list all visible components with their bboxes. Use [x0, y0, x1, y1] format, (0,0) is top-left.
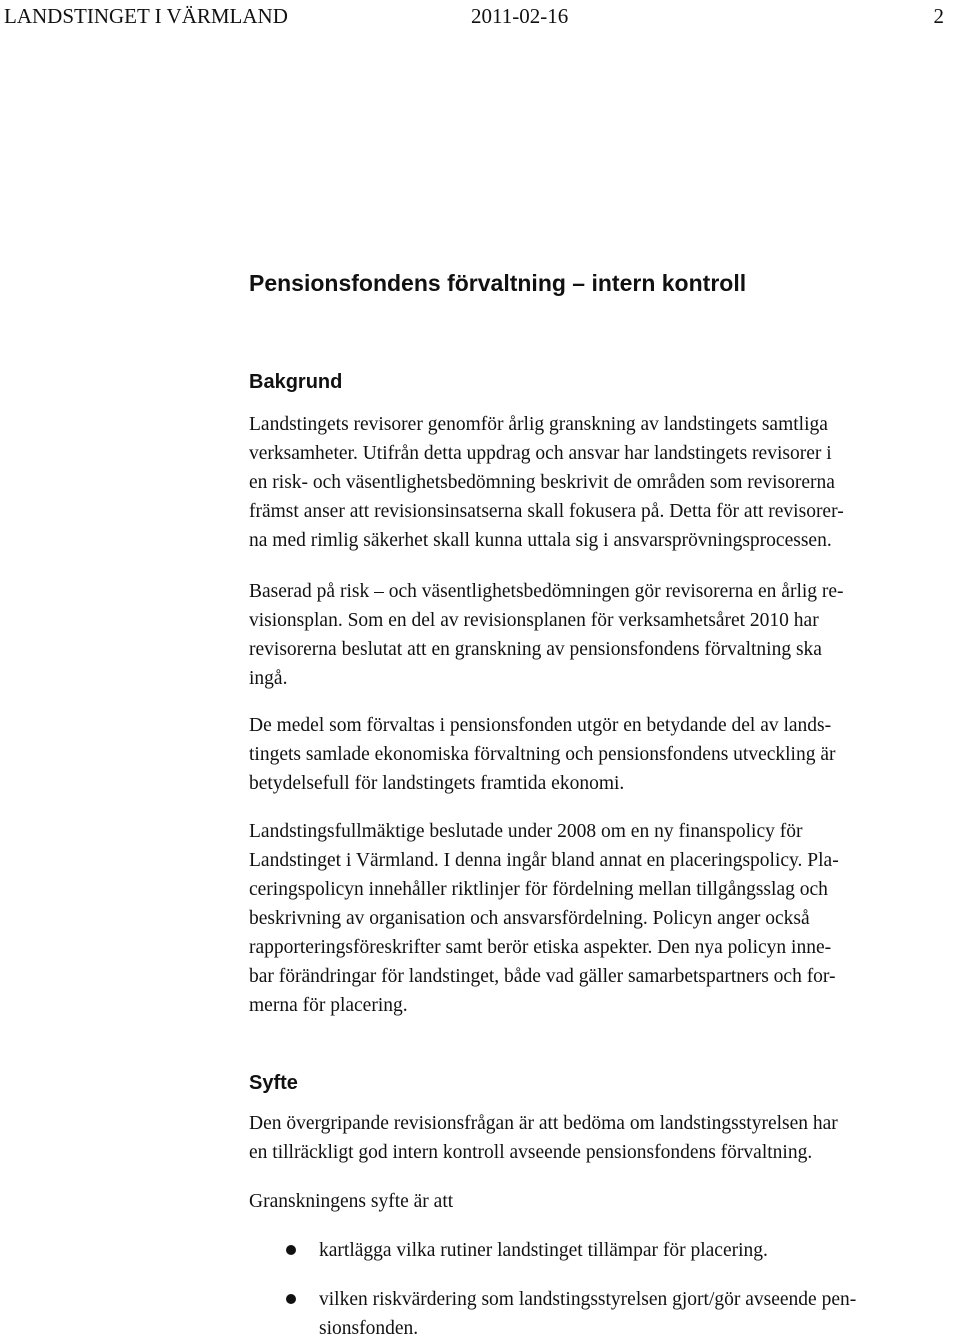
- text-line: Landstinget i Värmland. I denna ingår bland annat en placeringspolicy. Pla-: [249, 850, 839, 871]
- page-header: [4, 3, 944, 29]
- text-line: visionsplan. Som en del av revisionsplanen för verksamhetsåret 2010 har: [249, 610, 819, 631]
- text-line: De medel som förvaltas i pensionsfonden utgör en betydande del av lands-: [249, 715, 832, 736]
- text-line: rapporteringsföreskrifter samt berör etiska aspekter. Den nya policyn inne-: [249, 937, 832, 958]
- bullet-text: [319, 1285, 856, 1343]
- header-organization: LANDSTINGET I VÄRMLAND: [4, 4, 288, 28]
- text-line: Granskningens syfte är att: [249, 1191, 454, 1212]
- text-line: merna för placering.: [249, 995, 408, 1016]
- header-date: 2011-02-16: [471, 4, 569, 28]
- text-line: en tillräckligt god intern kontroll avseende pensionsfondens förvaltning.: [249, 1142, 813, 1163]
- text-line: tingets samlade ekonomiska förvaltning och pensionsfondens utveckling är: [249, 744, 836, 765]
- bullet-point-icon: [286, 1245, 296, 1255]
- syfte-paragraph-1: [249, 1109, 960, 1167]
- section-heading-syfte: Syfte: [249, 1072, 298, 1094]
- bullet-point-icon: [286, 1294, 296, 1304]
- bullet-text: [319, 1236, 768, 1265]
- bakgrund-paragraph-1: [249, 410, 960, 555]
- section-heading-bakgrund: Bakgrund: [249, 371, 343, 393]
- bakgrund-paragraph-4: [249, 817, 960, 1020]
- text-line: revisorerna beslutat att en granskning av pensionsfondens förvaltning ska: [249, 639, 822, 660]
- header-page-number: 2: [933, 4, 944, 28]
- text-line: sionsfonden.: [319, 1318, 419, 1339]
- text-line: Den övergripande revisionsfrågan är att bedöma om landstingsstyrelsen har: [249, 1113, 838, 1134]
- bakgrund-paragraph-3: [249, 711, 960, 798]
- bakgrund-paragraph-2: [249, 577, 960, 693]
- document-title: Pensionsfondens förvaltning – intern kontroll: [249, 270, 747, 296]
- text-line: ingå.: [249, 668, 288, 689]
- text-line: na med rimlig säkerhet skall kunna uttala sig i ansvarsprövningsprocessen.: [249, 530, 832, 551]
- text-line: betydelsefull för landstingets framtida ekonomi.: [249, 773, 625, 794]
- syfte-paragraph-2: [249, 1187, 960, 1216]
- text-line: främst anser att revisionsinsatserna skall fokusera på. Detta för att revisorer-: [249, 501, 844, 522]
- text-line: kartlägga vilka rutiner landstinget tillämpar för placering.: [319, 1240, 768, 1261]
- text-line: verksamheter. Utifrån detta uppdrag och ansvar har landstingets revisorer i: [249, 443, 832, 464]
- text-line: en risk- och väsentlighetsbedömning beskrivit de områden som revisorerna: [249, 472, 835, 493]
- text-line: ceringspolicyn innehåller riktlinjer för fördelning mellan tillgångsslag och: [249, 879, 828, 900]
- text-line: beskrivning av organisation och ansvarsfördelning. Policyn anger också: [249, 908, 810, 929]
- text-line: Baserad på risk – och väsentlighetsbedömningen gör revisorerna en årlig re-: [249, 581, 844, 602]
- text-line: Landstingets revisorer genomför årlig granskning av landstingets samtliga: [249, 414, 828, 435]
- text-line: vilken riskvärdering som landstingsstyrelsen gjort/gör avseende pen-: [319, 1289, 857, 1310]
- text-line: Landstingsfullmäktige beslutade under 2008 om en ny finanspolicy för: [249, 821, 803, 842]
- text-line: bar förändringar för landstinget, både vad gäller samarbetspartners och for-: [249, 966, 836, 987]
